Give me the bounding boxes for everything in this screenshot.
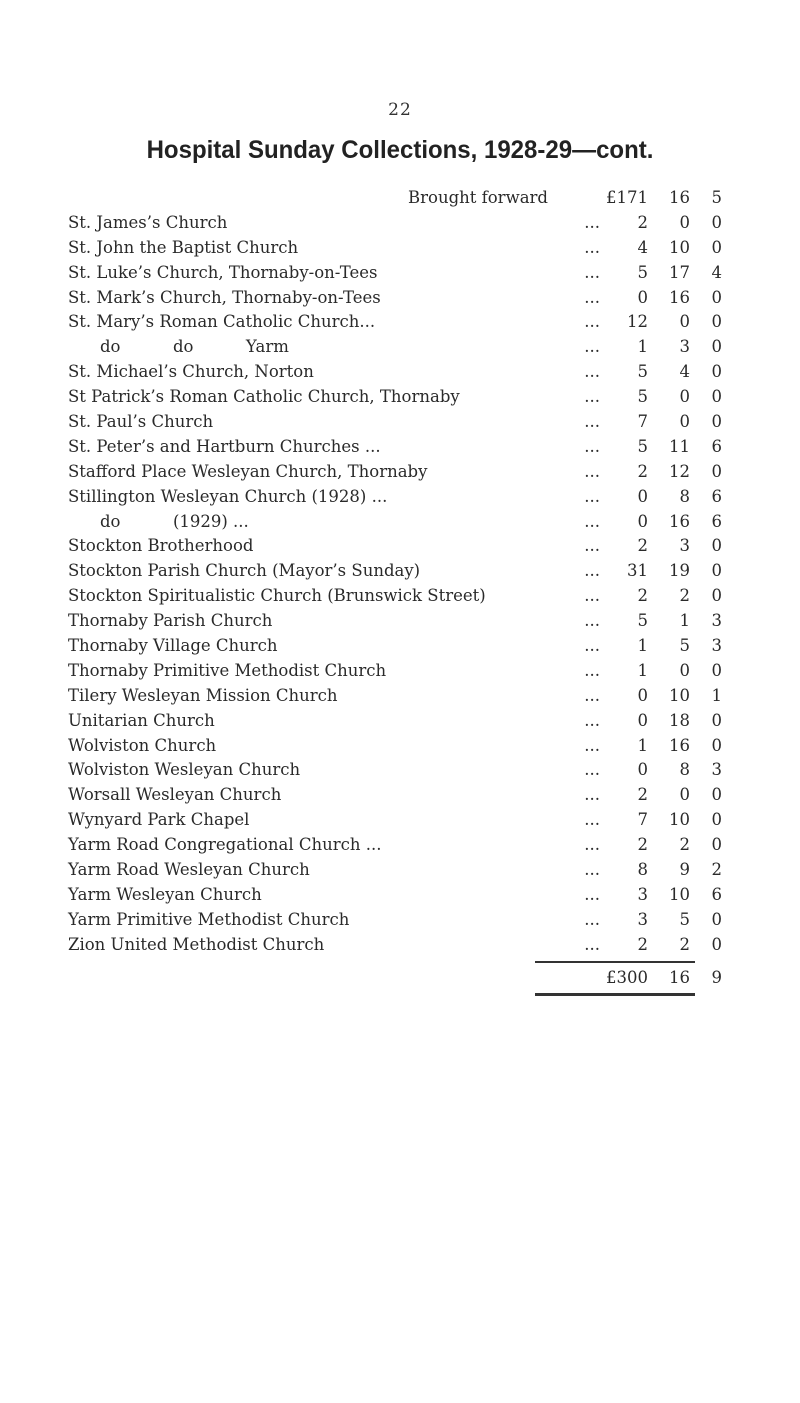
amount-pence: 0 <box>711 287 722 307</box>
amount-pounds: 7 <box>637 412 648 432</box>
leader-dots: ... <box>584 785 600 805</box>
amount-shillings: 12 <box>669 461 690 481</box>
amount-pounds: 2 <box>637 785 648 805</box>
table-row <box>68 684 768 709</box>
leader-dots: ... <box>584 735 600 755</box>
church-name: Stafford Place Wesleyan Church, Thornaby <box>68 461 428 481</box>
table-row <box>68 883 768 908</box>
amount-pence: 6 <box>711 436 722 456</box>
amount-pounds: 5 <box>637 262 648 282</box>
amount-shillings: 5 <box>679 909 690 929</box>
amount-pounds: 0 <box>637 486 648 506</box>
leader-dots: ... <box>584 586 600 606</box>
amount-shillings: 10 <box>669 685 690 705</box>
table-row <box>68 335 768 360</box>
table-row <box>68 559 768 584</box>
brought-forward-pounds: £171 <box>606 188 648 207</box>
church-name: Thornaby Parish Church <box>68 611 273 631</box>
church-name: St. Luke’s Church, Thornaby-on-Tees <box>68 262 378 282</box>
amount-shillings: 16 <box>669 511 690 531</box>
table-row <box>68 933 768 958</box>
church-name: Wolviston Wesleyan Church <box>68 760 301 780</box>
amount-pence: 0 <box>711 337 722 357</box>
amount-pence: 3 <box>711 760 722 780</box>
leader-dots: ... <box>584 262 600 282</box>
amount-pounds: 2 <box>637 934 648 954</box>
amount-shillings: 5 <box>679 636 690 656</box>
table-row <box>68 410 768 435</box>
church-name: St. Mary’s Roman Catholic Church... <box>68 312 376 332</box>
amount-pence: 0 <box>711 561 722 581</box>
amount-pounds: 3 <box>637 909 648 929</box>
table-row <box>68 709 768 734</box>
church-name: St Patrick’s Roman Catholic Church, Thornaby <box>68 387 460 407</box>
amount-pence: 0 <box>711 387 722 407</box>
amount-pounds: 5 <box>637 436 648 456</box>
amount-pounds: 2 <box>637 586 648 606</box>
church-name: St. Mark’s Church, Thornaby-on-Tees <box>68 287 381 307</box>
amount-pounds: 7 <box>637 810 648 830</box>
brought-forward-row <box>68 186 768 211</box>
amount-pence: 0 <box>711 934 722 954</box>
amount-pence: 0 <box>711 710 722 730</box>
table-row <box>68 858 768 883</box>
brought-forward-label: Brought forward <box>408 188 548 207</box>
amount-pence: 6 <box>711 486 722 506</box>
leader-dots: ... <box>584 934 600 954</box>
leader-dots: ... <box>584 287 600 307</box>
table-row <box>68 460 768 485</box>
amount-pounds: 1 <box>637 337 648 357</box>
amount-pounds: 5 <box>637 611 648 631</box>
amount-pence: 0 <box>711 909 722 929</box>
table-row <box>68 534 768 559</box>
amount-pence: 3 <box>711 636 722 656</box>
leader-dots: ... <box>584 536 600 556</box>
total-row <box>68 965 768 991</box>
leader-dots: ... <box>584 412 600 432</box>
amount-shillings: 16 <box>669 735 690 755</box>
amount-shillings: 9 <box>679 860 690 880</box>
amount-shillings: 0 <box>679 387 690 407</box>
amount-shillings: 2 <box>679 934 690 954</box>
amount-pounds: 1 <box>637 660 648 680</box>
amount-pence: 0 <box>711 461 722 481</box>
amount-pence: 0 <box>711 536 722 556</box>
leader-dots: ... <box>584 436 600 456</box>
amount-pounds: 8 <box>637 860 648 880</box>
amount-pence: 4 <box>711 262 722 282</box>
amount-pounds: 5 <box>637 387 648 407</box>
table-row <box>68 510 768 535</box>
church-name: St. John the Baptist Church <box>68 237 299 257</box>
amount-shillings: 8 <box>679 486 690 506</box>
amount-pounds: 1 <box>637 636 648 656</box>
table-row <box>68 286 768 311</box>
leader-dots: ... <box>584 611 600 631</box>
leader-dots: ... <box>584 212 600 232</box>
amount-pounds: 3 <box>637 884 648 904</box>
amount-shillings: 4 <box>679 362 690 382</box>
table-row <box>68 758 768 783</box>
table-row <box>68 211 768 236</box>
total-pence: 9 <box>711 968 722 987</box>
church-name: Worsall Wesleyan Church <box>68 785 282 805</box>
church-name: Stockton Parish Church (Mayor’s Sunday) <box>68 561 421 581</box>
leader-dots: ... <box>584 884 600 904</box>
amount-pence: 0 <box>711 810 722 830</box>
amount-pounds: 31 <box>627 561 648 581</box>
amount-pounds: 2 <box>637 212 648 232</box>
church-name: Yarm Primitive Methodist Church <box>68 909 350 929</box>
amount-shillings: 3 <box>679 337 690 357</box>
amount-shillings: 8 <box>679 760 690 780</box>
leader-dots: ... <box>584 312 600 332</box>
amount-pence: 6 <box>711 511 722 531</box>
total-double-rule <box>535 993 695 996</box>
leader-dots: ... <box>584 909 600 929</box>
table-row <box>68 634 768 659</box>
amount-shillings: 2 <box>679 586 690 606</box>
amount-shillings: 0 <box>679 412 690 432</box>
table-row <box>68 485 768 510</box>
amount-pence: 0 <box>711 312 722 332</box>
total-shillings: 16 <box>669 968 690 987</box>
page-title: Hospital Sunday Collections, 1928-29—cont. <box>146 136 654 164</box>
amount-pence: 0 <box>711 412 722 432</box>
leader-dots: ... <box>584 685 600 705</box>
leader-dots: ... <box>584 561 600 581</box>
table-row <box>68 659 768 684</box>
amount-shillings: 19 <box>669 561 690 581</box>
leader-dots: ... <box>584 362 600 382</box>
amount-pence: 1 <box>711 685 722 705</box>
table-row <box>68 908 768 933</box>
brought-forward-shillings: 16 <box>669 188 690 207</box>
table-row <box>68 261 768 286</box>
amount-pence: 2 <box>711 860 722 880</box>
church-name: Yarm Road Wesleyan Church <box>68 860 310 880</box>
amount-shillings: 1 <box>679 611 690 631</box>
table-row <box>68 236 768 261</box>
table-row <box>68 609 768 634</box>
amount-pounds: 4 <box>637 237 648 257</box>
church-name: Thornaby Village Church <box>68 636 278 656</box>
collections-table <box>68 186 768 958</box>
amount-pounds: 5 <box>637 362 648 382</box>
church-name: Unitarian Church <box>68 710 215 730</box>
amount-pence: 0 <box>711 835 722 855</box>
church-name: Yarm Road Congregational Church ... <box>68 835 382 855</box>
amount-shillings: 0 <box>679 785 690 805</box>
table-row <box>68 783 768 808</box>
amount-pounds: 2 <box>637 461 648 481</box>
church-name: do (1929) ... <box>100 511 249 531</box>
church-name: St. Peter’s and Hartburn Churches ... <box>68 436 381 456</box>
amount-pounds: 2 <box>637 536 648 556</box>
church-name: Tilery Wesleyan Mission Church <box>68 685 338 705</box>
amount-shillings: 10 <box>669 810 690 830</box>
church-name: St. James’s Church <box>68 212 228 232</box>
brought-forward-pence: 5 <box>711 188 722 207</box>
table-row <box>68 833 768 858</box>
amount-pounds: 1 <box>637 735 648 755</box>
leader-dots: ... <box>584 835 600 855</box>
amount-pence: 0 <box>711 785 722 805</box>
amount-shillings: 2 <box>679 835 690 855</box>
amount-shillings: 10 <box>669 237 690 257</box>
leader-dots: ... <box>584 486 600 506</box>
leader-dots: ... <box>584 511 600 531</box>
leader-dots: ... <box>584 860 600 880</box>
church-name: Yarm Wesleyan Church <box>68 884 262 904</box>
page-number: 22 <box>388 100 412 120</box>
table-row <box>68 435 768 460</box>
leader-dots: ... <box>584 636 600 656</box>
amount-shillings: 0 <box>679 312 690 332</box>
amount-pounds: 12 <box>627 312 648 332</box>
amount-shillings: 18 <box>669 710 690 730</box>
amount-pounds: 2 <box>637 835 648 855</box>
church-name: Thornaby Primitive Methodist Church <box>68 660 387 680</box>
leader-dots: ... <box>584 810 600 830</box>
church-name: Wynyard Park Chapel <box>68 810 250 830</box>
amount-pounds: 0 <box>637 511 648 531</box>
amount-shillings: 0 <box>679 660 690 680</box>
amount-pence: 6 <box>711 884 722 904</box>
church-name: Stillington Wesleyan Church (1928) ... <box>68 486 388 506</box>
leader-dots: ... <box>584 387 600 407</box>
amount-shillings: 16 <box>669 287 690 307</box>
table-row <box>68 360 768 385</box>
amount-pence: 0 <box>711 237 722 257</box>
leader-dots: ... <box>584 337 600 357</box>
amount-shillings: 0 <box>679 212 690 232</box>
amount-pounds: 0 <box>637 760 648 780</box>
table-row <box>68 584 768 609</box>
table-row <box>68 808 768 833</box>
amount-pounds: 0 <box>637 685 648 705</box>
amount-pence: 3 <box>711 611 722 631</box>
amount-pence: 0 <box>711 362 722 382</box>
amount-pence: 0 <box>711 660 722 680</box>
church-name: Stockton Spiritualistic Church (Brunswick Street) <box>68 586 486 606</box>
collection-rows <box>68 211 768 958</box>
total-rule <box>535 961 695 963</box>
leader-dots: ... <box>584 660 600 680</box>
church-name: Stockton Brotherhood <box>68 536 254 556</box>
amount-pence: 0 <box>711 735 722 755</box>
table-row <box>68 310 768 335</box>
amount-shillings: 3 <box>679 536 690 556</box>
church-name: Wolviston Church <box>68 735 217 755</box>
table-row <box>68 734 768 759</box>
leader-dots: ... <box>584 710 600 730</box>
amount-pence: 0 <box>711 212 722 232</box>
church-name: do do Yarm <box>100 337 289 357</box>
amount-shillings: 11 <box>669 436 690 456</box>
amount-shillings: 17 <box>669 262 690 282</box>
leader-dots: ... <box>584 461 600 481</box>
amount-pence: 0 <box>711 586 722 606</box>
leader-dots: ... <box>584 237 600 257</box>
amount-pounds: 0 <box>637 287 648 307</box>
amount-pounds: 0 <box>637 710 648 730</box>
leader-dots: ... <box>584 760 600 780</box>
table-row <box>68 385 768 410</box>
church-name: Zion United Methodist Church <box>68 934 325 954</box>
total-pounds: £300 <box>606 968 648 987</box>
church-name: St. Michael’s Church, Norton <box>68 362 314 382</box>
church-name: St. Paul’s Church <box>68 412 214 432</box>
amount-shillings: 10 <box>669 884 690 904</box>
